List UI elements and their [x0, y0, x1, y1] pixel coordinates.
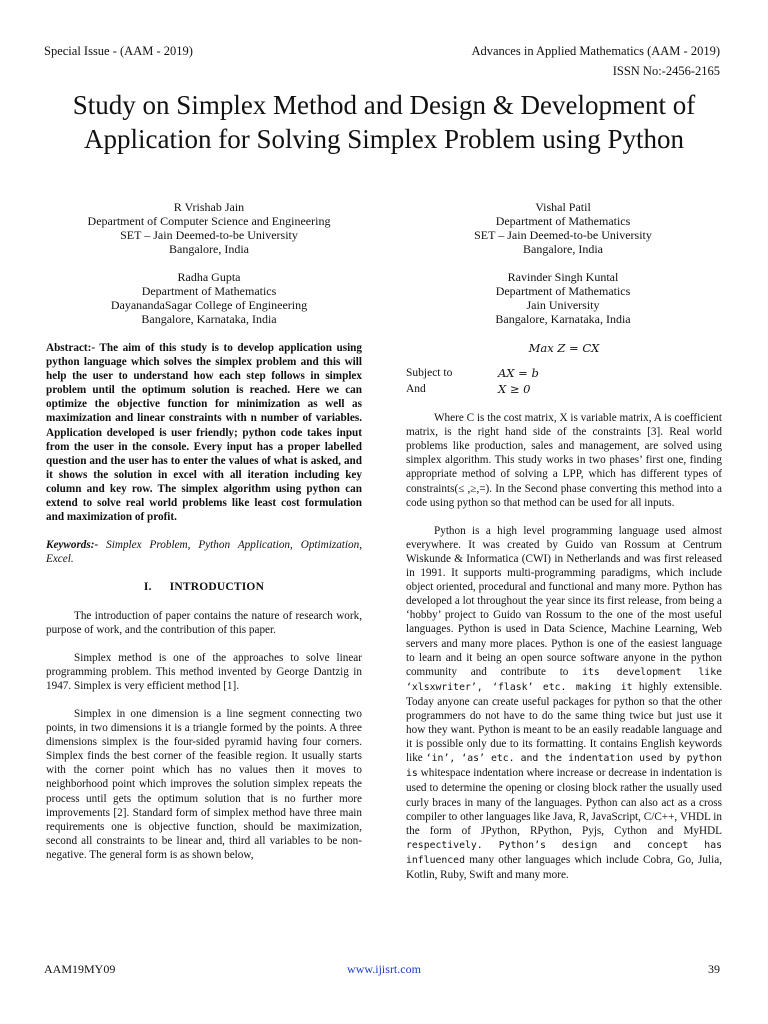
section-title: INTRODUCTION	[169, 581, 265, 594]
code-styled-text: its development like ‘xlsxwriter’, ‘flask’ etc. making it	[406, 666, 722, 693]
author-affiliation: Department of Mathematics	[141, 284, 277, 298]
author-affiliation: SET – Jain Deemed-to-be University	[120, 228, 298, 242]
page-number: 39	[708, 962, 720, 976]
constraint-label: Subject to	[406, 367, 453, 380]
body-paragraph-1: Where C is the cost matrix, X is variable matrix, A is coefficient matrix, is the right hand side of the constraints [3]. Real world problems like production, sales and management, are solved using simplex algorithm. This study works in two phases’ first one, finding appropriate method of solving a LPP, which has different types of constraints(≤ ,≥,=). In the Second phase converting this method into a code using python so that method can be used for all inputs.	[406, 412, 722, 509]
author-affiliation: Bangalore, India	[523, 242, 603, 256]
paper-title: Study on Simplex Method and Design & Development of Application for Solving Simplex Problem using Python	[72, 90, 696, 154]
running-header-right: Advances in Applied Mathematics (AAM - 2019)	[471, 44, 720, 58]
author-affiliation: Bangalore, Karnataka, India	[141, 312, 277, 326]
author-affiliation: SET – Jain Deemed-to-be University	[474, 228, 652, 242]
author-name: Vishal Patil	[535, 200, 591, 214]
body-paragraph-2	[406, 524, 722, 882]
intro-paragraph-3: Simplex in one dimension is a line segment connecting two points, in two dimensions it is a triangle formed by the points. A three dimensions simplex is the four-sided pyramid having four corners. Simplex finds the best corner of the feasible region. It usually starts with the corner point which has no values then it moves to neighborhood point which improves the solution simplex repeats the process until gets the optimum solution that is no further more improvements [2]. Standard form of simplex method have three main requirements one is objective function, should be maximization, second all constraints to be linear and, third all variables to be non-negative. The general form is as shown below,	[46, 707, 362, 861]
issn-label: ISSN No:-2456-2165	[612, 64, 720, 78]
code-styled-text: respectively. Python’s design and concept has influenced	[406, 839, 722, 866]
author-affiliation: Department of Mathematics	[495, 214, 631, 228]
author-name: R Vrishab Jain	[173, 200, 245, 214]
left-column	[46, 341, 362, 876]
footer-left: AAM19MY09	[44, 962, 116, 976]
abstract: Abstract:- The aim of this study is to develop application using python language which solves the simplex problem and this will help the user to understand how each step follows in simplex problem until the optimum solution is reached. Here we can optimize the objective function for minimization as well as maximization and linear constraints with n number of variables. Application developed is user friendly; python code takes input from the user in the console. Every input has a proper labelled question and the user has to enter the values of what is asked, and it shows the solution in excel with all iteration including key column and key row. The simplex algorithm using python can extend to solve real world problems like least cost formulation and maximization of profit.	[46, 342, 362, 524]
keywords-label: Keywords:-	[46, 539, 99, 552]
footer-website-link[interactable]: www.ijisrt.com	[347, 962, 421, 976]
author-name: Radha Gupta	[177, 270, 241, 284]
author-block-3	[44, 270, 374, 326]
author-affiliation: Bangalore, India	[169, 242, 249, 256]
intro-paragraph-2: Simplex method is one of the approaches to solve linear programming problem. This method invented by George Dantzig in 1947. Simplex is very efficient method [1].	[46, 651, 362, 692]
author-block-1	[44, 200, 374, 256]
author-block-4	[398, 270, 728, 326]
paragraph-text: Python is a high level programming language used almost everywhere. It was created by Guido van Rossum at Centrum Wiskunde & Informatica (CWI) in Netherlands and was first released in 1991. It supports multi-programming paradigms, which include object oriented, procedural and functional and many more. Python has developed a lot throughout the year since its first release, from being a ‘hobby’ project to Guido van Rossum to the one of the most useful languages. Python is used in Data Science, Machine Learning, Web servers and many more places. Python is one of the easiest language to learn and it being an open source software anyone in the python community and contribute to	[406, 524, 722, 678]
constraint-expression: AX = b	[498, 366, 539, 381]
constraint-row	[406, 365, 722, 381]
section-number: I.	[143, 581, 152, 594]
author-name: Ravinder Singh Kuntal	[507, 270, 619, 284]
right-column	[406, 341, 722, 896]
objective-equation: Max Z = CX	[528, 341, 600, 355]
section-heading	[46, 580, 362, 594]
intro-paragraph-1: The introduction of paper contains the nature of research work, purpose of work, and the contribution of this paper.	[46, 609, 362, 636]
constraint-label: And	[406, 383, 426, 396]
code-styled-text: ‘in’, ‘as’ etc. and the indentation used by python is	[406, 753, 722, 780]
author-affiliation: DayanandaSagar College of Engineering	[110, 298, 308, 312]
constraint-row	[406, 381, 722, 397]
author-affiliation: Department of Mathematics	[495, 284, 631, 298]
running-header-left: Special Issue - (AAM - 2019)	[44, 44, 193, 58]
author-affiliation: Jain University	[526, 298, 600, 312]
author-affiliation: Bangalore, Karnataka, India	[495, 312, 631, 326]
keywords	[46, 538, 362, 566]
author-affiliation: Department of Computer Science and Engineering	[87, 214, 331, 228]
paragraph-text: highly extensible. Today anyone can create useful packages for python so that the other programmers do not have to do the same thing twice but just use it how they want. Python is meant to be an easily readable language and it is possible only due to its formatting. It contains English keywords like	[406, 680, 722, 765]
author-block-2	[398, 200, 728, 256]
paragraph-text: many other languages which include Cobra, Go, Julia, Kotlin, Ruby, Swift and many more.	[406, 853, 722, 881]
paragraph-text: whitespace indentation where increase or decrease in indentation is used to determine the opening or closing block rather the usually used curly braces in many of the languages. Python can also act as a cross compiler to other languages like Java, R, JavaScript, C/C++, VHDL in the form of JPython, RPython, Pyjs, Cython and MyHDL	[406, 767, 722, 837]
constraint-expression: X ≥ 0	[498, 382, 531, 397]
keywords-text: Simplex Problem, Python Application, Optimization, Excel.	[46, 539, 362, 566]
